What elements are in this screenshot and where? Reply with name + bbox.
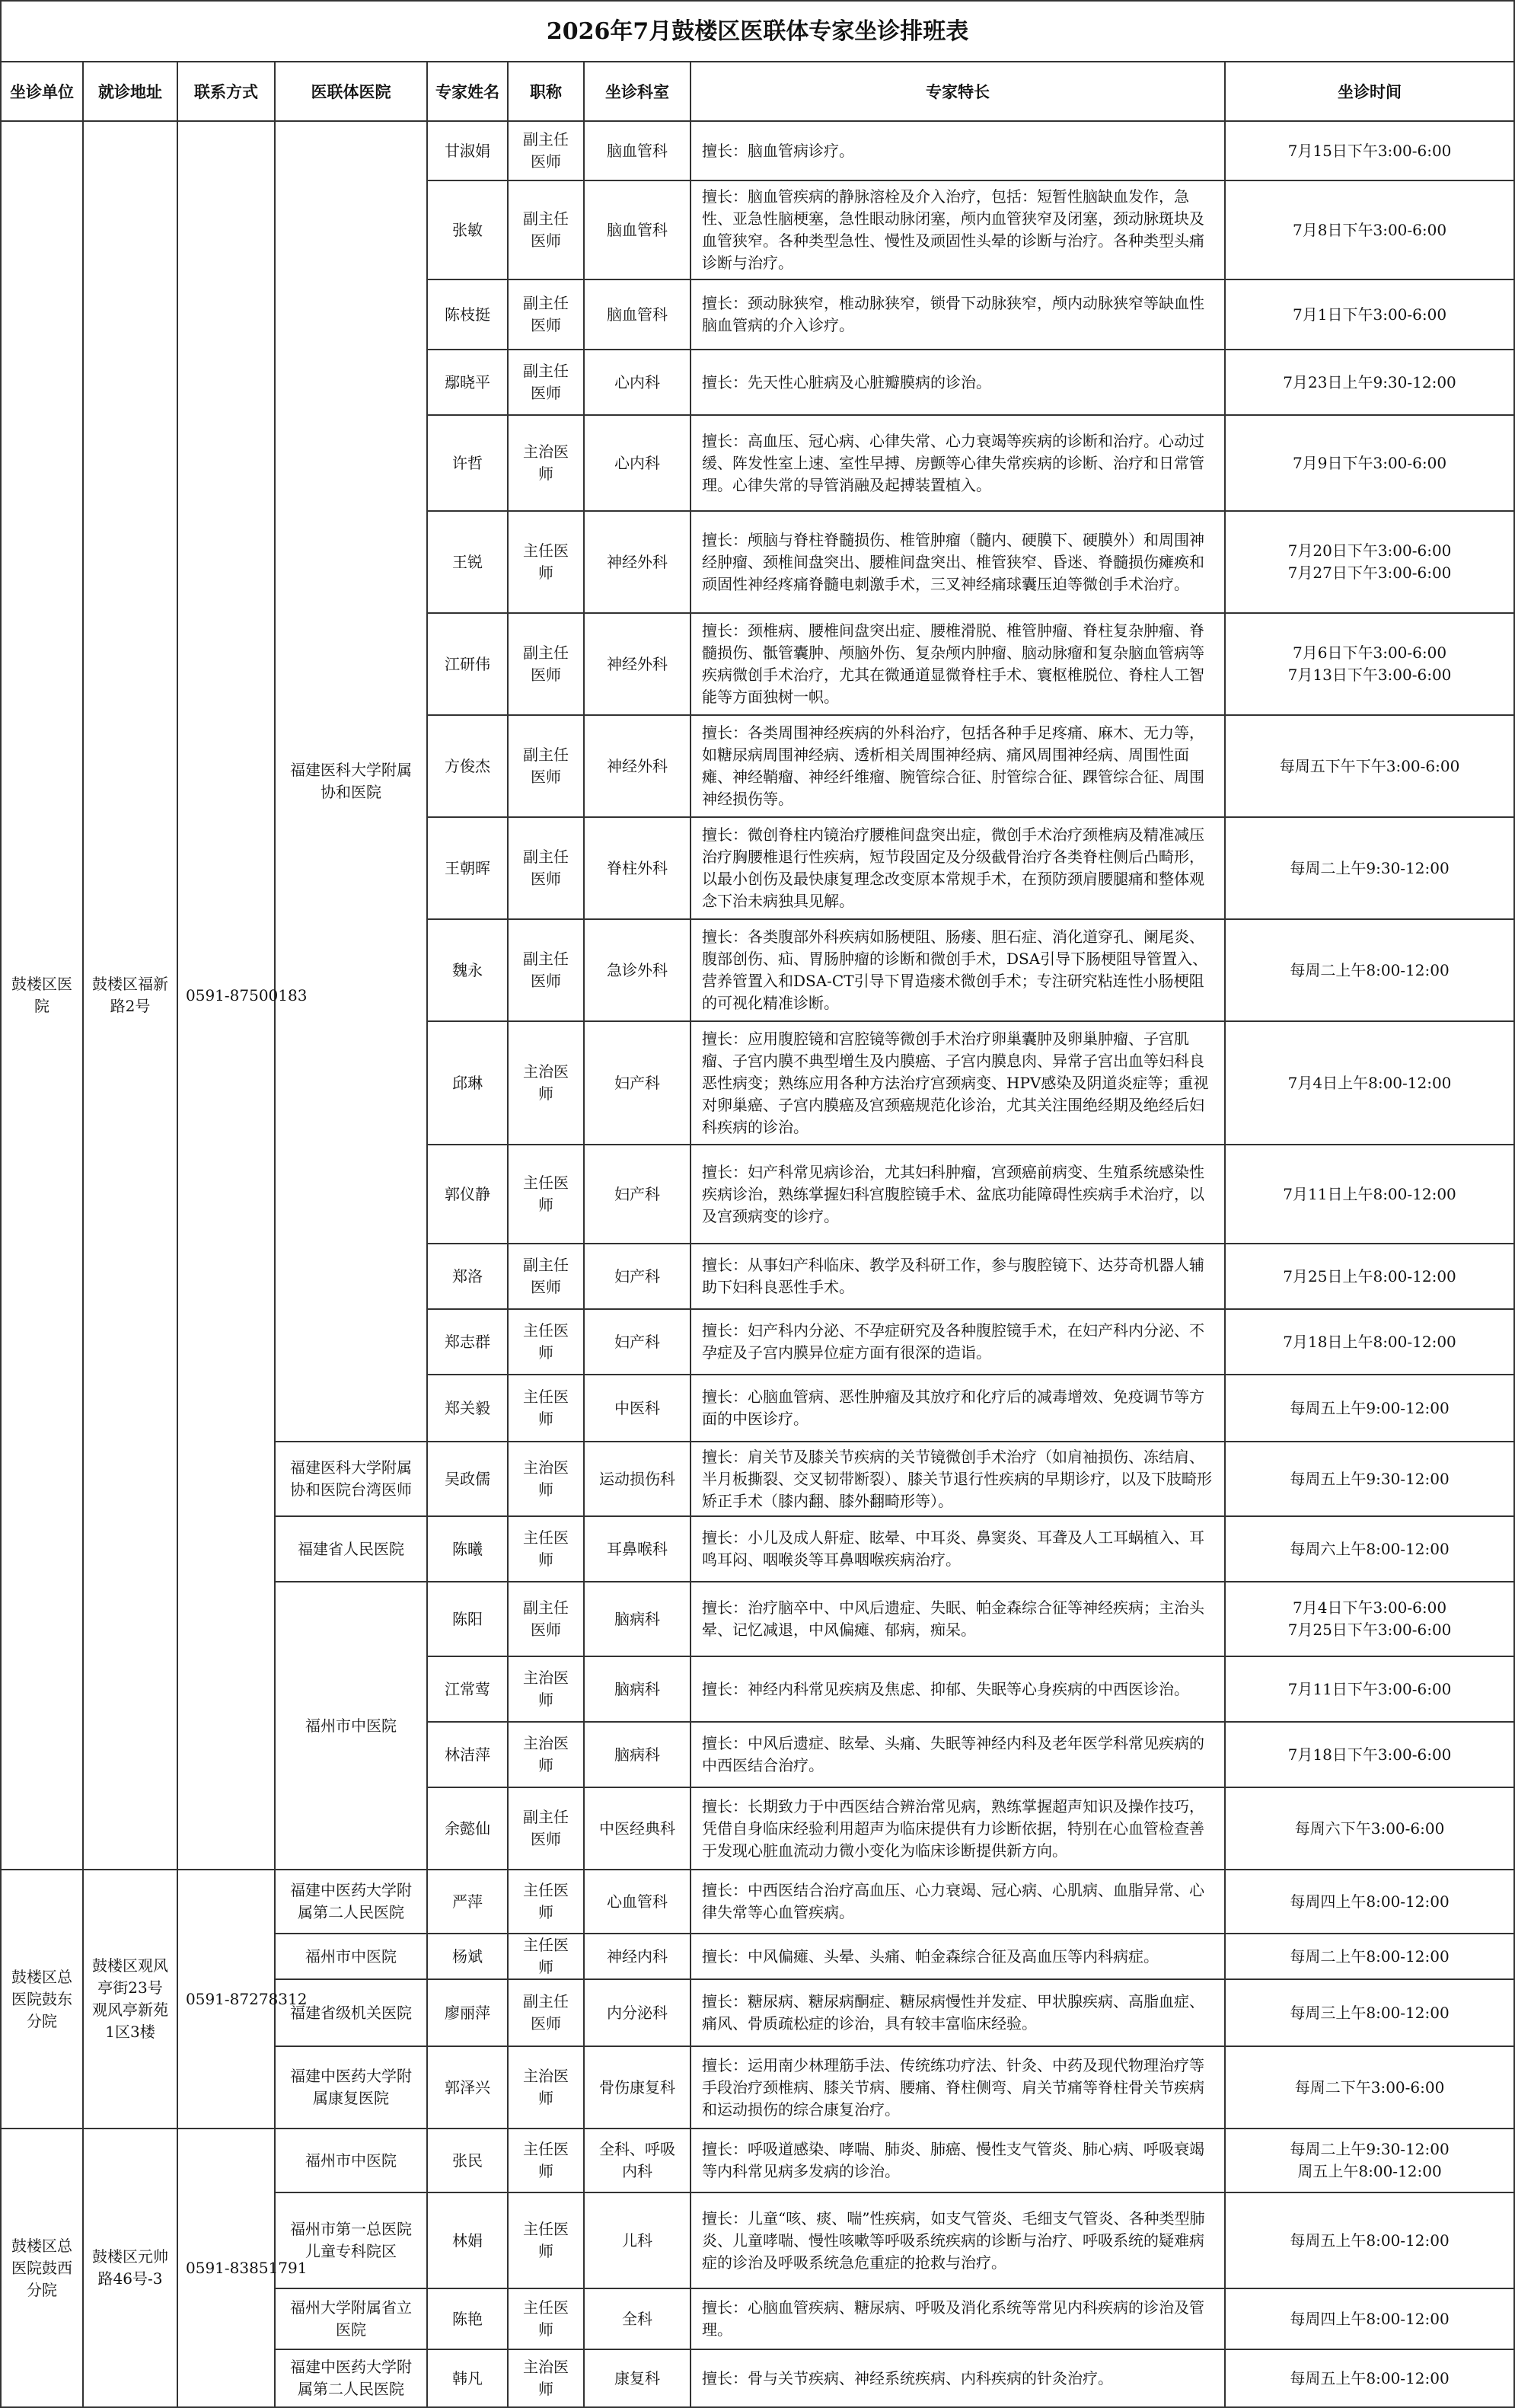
- expert-department: 神经外科: [584, 511, 691, 613]
- visit-time: 每周五下午下午3:00-6:00: [1225, 715, 1514, 817]
- visit-time: 每周六下午3:00-6:00: [1225, 1787, 1514, 1870]
- expert-department: 神经外科: [584, 613, 691, 715]
- visit-time: 每周二上午8:00-12:00: [1225, 919, 1514, 1021]
- expert-specialty: 擅长：儿童“咳、痰、喘”性疾病，如支气管炎、毛细支气管炎、各种类型肺炎、儿童哮喘、慢性咳嗽等呼吸系统疾病的诊断与治疗、呼吸系统的疑难病症的诊治及呼吸系统急危重症的抢救与治疗。: [691, 2192, 1225, 2288]
- expert-title: 副主任医师: [508, 613, 584, 715]
- expert-title: 主任医师: [508, 2192, 584, 2288]
- expert-specialty: 擅长：颈动脉狭窄，椎动脉狭窄，锁骨下动脉狭窄，颅内动脉狭窄等缺血性脑血管病的介入诊疗。: [691, 279, 1225, 350]
- expert-title: 主治医师: [508, 2349, 584, 2407]
- visit-time: 7月25日上午8:00-12:00: [1225, 1244, 1514, 1309]
- expert-department: 心内科: [584, 415, 691, 511]
- hospital-name: 福建省级机关医院: [275, 1979, 427, 2046]
- expert-department: 康复科: [584, 2349, 691, 2407]
- expert-specialty: 擅长：颈椎病、腰椎间盘突出症、腰椎滑脱、椎管肿瘤、脊柱复杂肿瘤、脊髓损伤、骶管囊肿、颅脑外伤、复杂颅内肿瘤、脑动脉瘤和复杂脑血管病等疾病微创手术治疗，尤其在微通道显微脊柱手术、寰枢椎脱位、脊柱人工智能等方面独树一帜。: [691, 613, 1225, 715]
- expert-department: 神经外科: [584, 715, 691, 817]
- expert-department: 脑血管科: [584, 180, 691, 279]
- expert-department: 运动损伤科: [584, 1442, 691, 1516]
- visit-time: 每周二上午8:00-12:00: [1225, 1934, 1514, 1979]
- expert-title: 副主任医师: [508, 279, 584, 350]
- visit-time: 7月4日下午3:00-6:00 7月25日下午3:00-6:00: [1225, 1582, 1514, 1656]
- expert-department: 脑病科: [584, 1722, 691, 1787]
- unit-name: 鼓楼区总医院鼓东分院: [1, 1870, 83, 2129]
- expert-department: 全科、呼吸内科: [584, 2129, 691, 2192]
- expert-title: 副主任医师: [508, 1582, 584, 1656]
- expert-title: 主治医师: [508, 2046, 584, 2129]
- hospital-name: 福州大学附属省立医院: [275, 2288, 427, 2349]
- expert-title: 副主任医师: [508, 180, 584, 279]
- header-time: 坐诊时间: [1225, 62, 1514, 121]
- expert-department: 脑病科: [584, 1582, 691, 1656]
- expert-name: 陈曦: [427, 1516, 508, 1582]
- expert-title: 副主任医师: [508, 817, 584, 919]
- header-unit: 坐诊单位: [1, 62, 83, 121]
- expert-title: 副主任医师: [508, 715, 584, 817]
- page-title: 2026年7月鼓楼区医联体专家坐诊排班表: [1, 1, 1514, 62]
- expert-title: 主治医师: [508, 1656, 584, 1722]
- expert-title: 副主任医师: [508, 121, 584, 180]
- expert-name: 张民: [427, 2129, 508, 2192]
- visit-time: 7月11日下午3:00-6:00: [1225, 1656, 1514, 1722]
- visit-time: 每周二上午9:30-12:00 周五上午8:00-12:00: [1225, 2129, 1514, 2192]
- header-department: 坐诊科室: [584, 62, 691, 121]
- expert-title: 主任医师: [508, 2288, 584, 2349]
- visit-time: 7月11日上午8:00-12:00: [1225, 1145, 1514, 1244]
- hospital-name: 福州市第一总医院儿童专科院区: [275, 2192, 427, 2288]
- expert-department: 妇产科: [584, 1145, 691, 1244]
- unit-address: 鼓楼区元帅路46号-3: [83, 2129, 177, 2407]
- visit-time: 7月18日上午8:00-12:00: [1225, 1309, 1514, 1375]
- table-row: [1, 2129, 1514, 2192]
- expert-title: 主任医师: [508, 2129, 584, 2192]
- expert-name: 王锐: [427, 511, 508, 613]
- expert-specialty: 擅长：呼吸道感染、哮喘、肺炎、肺癌、慢性支气管炎、肺心病、呼吸衰竭等内科常见病多发病的诊治。: [691, 2129, 1225, 2192]
- expert-specialty: 擅长：微创脊柱内镜治疗腰椎间盘突出症，微创手术治疗颈椎病及精准减压治疗胸腰椎退行性疾病，短节段固定及分级截骨治疗各类脊柱侧后凸畸形，以最小创伤及最快康复理念改变原本常规手术，在预防颈肩腰腿痛和整体观念下治未病独具见解。: [691, 817, 1225, 919]
- hospital-name: 福建中医药大学附属第二人民医院: [275, 1870, 427, 1934]
- unit-address: 鼓楼区观风亭街23号观风亭新苑1区3楼: [83, 1870, 177, 2129]
- expert-department: 全科: [584, 2288, 691, 2349]
- expert-specialty: 擅长：糖尿病、糖尿病酮症、糖尿病慢性并发症、甲状腺疾病、高脂血症、痛风、骨质疏松症的诊治，具有较丰富临床经验。: [691, 1979, 1225, 2046]
- expert-title: 副主任医师: [508, 919, 584, 1021]
- expert-title: 主治医师: [508, 1722, 584, 1787]
- expert-name: 王朝晖: [427, 817, 508, 919]
- hospital-name: 福州市中医院: [275, 2129, 427, 2192]
- expert-department: 内分泌科: [584, 1979, 691, 2046]
- table-row: [1, 1870, 1514, 1934]
- expert-specialty: 擅长：运用南少林理筋手法、传统练功疗法、针灸、中药及现代物理治疗等手段治疗颈椎病、膝关节病、腰痛、脊柱侧弯、肩关节痛等脊柱骨关节疾病和运动损伤的综合康复治疗。: [691, 2046, 1225, 2129]
- expert-title: 副主任医师: [508, 350, 584, 415]
- visit-time: 每周五上午9:00-12:00: [1225, 1375, 1514, 1442]
- expert-department: 脑病科: [584, 1656, 691, 1722]
- expert-specialty: 擅长：应用腹腔镜和宫腔镜等微创手术治疗卵巢囊肿及卵巢肿瘤、子宫肌瘤、子宫内膜不典型增生及内膜癌、子宫内膜息肉、异常子宫出血等妇科良恶性病变；熟练应用各种方法治疗宫颈病变、HPV感染及阴道炎症等；重视对卵巢癌、子宫内膜癌及宫颈癌规范化诊治，尤其关注围绝经期及绝经后妇科疾病的诊治。: [691, 1021, 1225, 1145]
- expert-name: 林娟: [427, 2192, 508, 2288]
- expert-name: 余懿仙: [427, 1787, 508, 1870]
- visit-time: 7月4日上午8:00-12:00: [1225, 1021, 1514, 1145]
- expert-name: 张敏: [427, 180, 508, 279]
- unit-phone: 0591-83851791: [177, 2129, 275, 2407]
- expert-name: 郭仪静: [427, 1145, 508, 1244]
- expert-name: 陈阳: [427, 1582, 508, 1656]
- unit-phone: 0591-87278312: [177, 1870, 275, 2129]
- expert-title: 主任医师: [508, 1375, 584, 1442]
- expert-specialty: 擅长：中风偏瘫、头晕、头痛、帕金森综合征及高血压等内科病症。: [691, 1934, 1225, 1979]
- expert-name: 郑志群: [427, 1309, 508, 1375]
- header-address: 就诊地址: [83, 62, 177, 121]
- hospital-name: 福建中医药大学附属康复医院: [275, 2046, 427, 2129]
- expert-specialty: 擅长：中风后遗症、眩晕、头痛、失眠等神经内科及老年医学科常见疾病的中西医结合治疗。: [691, 1722, 1225, 1787]
- expert-name: 林洁萍: [427, 1722, 508, 1787]
- visit-time: 7月8日下午3:00-6:00: [1225, 180, 1514, 279]
- expert-specialty: 擅长：心脑血管疾病、糖尿病、呼吸及消化系统等常见内科疾病的诊治及管理。: [691, 2288, 1225, 2349]
- expert-department: 妇产科: [584, 1244, 691, 1309]
- expert-title: 主任医师: [508, 1870, 584, 1934]
- expert-department: 脑血管科: [584, 279, 691, 350]
- visit-time: 每周二下午3:00-6:00: [1225, 2046, 1514, 2129]
- expert-title: 副主任医师: [508, 1787, 584, 1870]
- expert-title: 主任医师: [508, 1516, 584, 1582]
- expert-department: 耳鼻喉科: [584, 1516, 691, 1582]
- expert-title: 主任医师: [508, 1934, 584, 1979]
- unit-address: 鼓楼区福新路2号: [83, 121, 177, 1870]
- visit-time: 7月23日上午9:30-12:00: [1225, 350, 1514, 415]
- expert-title: 主任医师: [508, 1309, 584, 1375]
- expert-name: 方俊杰: [427, 715, 508, 817]
- visit-time: 每周五上午8:00-12:00: [1225, 2192, 1514, 2288]
- visit-time: 每周五上午9:30-12:00: [1225, 1442, 1514, 1516]
- header-row: [1, 62, 1514, 121]
- expert-specialty: 擅长：妇产科常见病诊治，尤其妇科肿瘤，宫颈癌前病变、生殖系统感染性疾病诊治，熟练掌握妇科宫腹腔镜手术、盆底功能障碍性疾病手术治疗，以及宫颈病变的诊疗。: [691, 1145, 1225, 1244]
- visit-time: 每周四上午8:00-12:00: [1225, 2288, 1514, 2349]
- expert-name: 杨斌: [427, 1934, 508, 1979]
- expert-specialty: 擅长：各类腹部外科疾病如肠梗阻、肠瘘、胆石症、消化道穿孔、阑尾炎、腹部创伤、疝、胃肠肿瘤的诊断和微创手术，DSA引导下肠梗阻导管置入、营养管置入和DSA-CT引导下胃造瘘术微创手术；专注研究粘连性小肠梗阻的可视化精准诊断。: [691, 919, 1225, 1021]
- expert-specialty: 擅长：小儿及成人鼾症、眩晕、中耳炎、鼻窦炎、耳聋及人工耳蜗植入、耳鸣耳闷、咽喉炎等耳鼻咽喉疾病治疗。: [691, 1516, 1225, 1582]
- expert-department: 心内科: [584, 350, 691, 415]
- expert-specialty: 擅长：妇产科内分泌、不孕症研究及各种腹腔镜手术，在妇产科内分泌、不孕症及子宫内膜异位症方面有很深的造诣。: [691, 1309, 1225, 1375]
- table-row: [1, 121, 1514, 180]
- expert-name: 吴政儒: [427, 1442, 508, 1516]
- expert-specialty: 擅长：颅脑与脊柱脊髓损伤、椎管肿瘤（髓内、硬膜下、硬膜外）和周围神经肿瘤、颈椎间盘突出、腰椎间盘突出、椎管狭窄、昏迷、脊髓损伤瘫痪和顽固性神经疼痛脊髓电刺激手术，三叉神经痛球囊压迫等微创手术治疗。: [691, 511, 1225, 613]
- expert-name: 郑关毅: [427, 1375, 508, 1442]
- expert-department: 脑血管科: [584, 121, 691, 180]
- expert-name: 陈艳: [427, 2288, 508, 2349]
- expert-title: 副主任医师: [508, 1244, 584, 1309]
- expert-title: 主治医师: [508, 1442, 584, 1516]
- visit-time: 每周三上午8:00-12:00: [1225, 1979, 1514, 2046]
- expert-department: 儿科: [584, 2192, 691, 2288]
- expert-specialty: 擅长：高血压、冠心病、心律失常、心力衰竭等疾病的诊断和治疗。心动过缓、阵发性室上速、室性早搏、房颤等心律失常疾病的诊断、治疗和日常管理。心律失常的导管消融及起搏装置植入。: [691, 415, 1225, 511]
- hospital-name: 福州市中医院: [275, 1934, 427, 1979]
- hospital-name: 福建省人民医院: [275, 1516, 427, 1582]
- visit-time: 7月15日下午3:00-6:00: [1225, 121, 1514, 180]
- visit-time: 每周四上午8:00-12:00: [1225, 1870, 1514, 1934]
- expert-name: 甘淑娟: [427, 121, 508, 180]
- header-title: 职称: [508, 62, 584, 121]
- expert-name: 陈枝挺: [427, 279, 508, 350]
- expert-department: 神经内科: [584, 1934, 691, 1979]
- expert-name: 江常莺: [427, 1656, 508, 1722]
- expert-name: 韩凡: [427, 2349, 508, 2407]
- expert-specialty: 擅长：长期致力于中西医结合辨治常见病，熟练掌握超声知识及操作技巧，凭借自身临床经验利用超声为临床提供有力诊断依据，特别在心血管检查善于发现心脏血流动力微小变化为临床诊断提供新方向。: [691, 1787, 1225, 1870]
- expert-specialty: 擅长：各类周围神经疾病的外科治疗，包括各种手足疼痛、麻木、无力等，如糖尿病周围神经病、透析相关周围神经病、痛风周围神经病、周围性面瘫、神经鞘瘤、神经纤维瘤、腕管综合征、肘管综合征、踝管综合征、周围神经损伤等。: [691, 715, 1225, 817]
- header-specialty: 专家特长: [691, 62, 1225, 121]
- expert-name: 郑洛: [427, 1244, 508, 1309]
- expert-name: 魏永: [427, 919, 508, 1021]
- expert-department: 中医经典科: [584, 1787, 691, 1870]
- hospital-name: 福建中医药大学附属第二人民医院: [275, 2349, 427, 2407]
- visit-time: 每周五上午8:00-12:00: [1225, 2349, 1514, 2407]
- expert-department: 心血管科: [584, 1870, 691, 1934]
- header-expert-name: 专家姓名: [427, 62, 508, 121]
- visit-time: 7月1日下午3:00-6:00: [1225, 279, 1514, 350]
- expert-title: 主治医师: [508, 415, 584, 511]
- expert-name: 鄢晓平: [427, 350, 508, 415]
- expert-specialty: 擅长：脑血管疾病的静脉溶栓及介入治疗，包括：短暂性脑缺血发作，急性、亚急性脑梗塞，急性眼动脉闭塞，颅内血管狭窄及闭塞，颈动脉斑块及血管狭窄。各种类型急性、慢性及顽固性头晕的诊断与治疗。各种类型头痛诊断与治疗。: [691, 180, 1225, 279]
- expert-title: 副主任医师: [508, 1979, 584, 2046]
- visit-time: 每周六上午8:00-12:00: [1225, 1516, 1514, 1582]
- expert-specialty: 擅长：从事妇产科临床、教学及科研工作，参与腹腔镜下、达芬奇机器人辅助下妇科良恶性手术。: [691, 1244, 1225, 1309]
- visit-time: 7月6日下午3:00-6:00 7月13日下午3:00-6:00: [1225, 613, 1514, 715]
- expert-name: 许哲: [427, 415, 508, 511]
- visit-time: 每周二上午9:30-12:00: [1225, 817, 1514, 919]
- unit-name: 鼓楼区医院: [1, 121, 83, 1870]
- hospital-name: 福建医科大学附属协和医院: [275, 121, 427, 1442]
- expert-department: 骨伤康复科: [584, 2046, 691, 2129]
- visit-time: 7月9日下午3:00-6:00: [1225, 415, 1514, 511]
- expert-specialty: 擅长：肩关节及膝关节疾病的关节镜微创手术治疗（如肩袖损伤、冻结肩、半月板撕裂、交叉韧带断裂）、膝关节退行性疾病的早期诊疗，以及下肢畸形矫正手术（膝内翻、膝外翻畸形等）。: [691, 1442, 1225, 1516]
- expert-department: 妇产科: [584, 1309, 691, 1375]
- expert-specialty: 擅长：骨与关节疾病、神经系统疾病、内科疾病的针灸治疗。: [691, 2349, 1225, 2407]
- expert-specialty: 擅长：治疗脑卒中、中风后遗症、失眠、帕金森综合征等神经疾病；主治头晕、记忆减退，中风偏瘫、郁病，痴呆。: [691, 1582, 1225, 1656]
- expert-name: 廖丽萍: [427, 1979, 508, 2046]
- expert-department: 脊柱外科: [584, 817, 691, 919]
- expert-department: 中医科: [584, 1375, 691, 1442]
- expert-name: 江研伟: [427, 613, 508, 715]
- expert-specialty: 擅长：脑血管病诊疗。: [691, 121, 1225, 180]
- expert-department: 妇产科: [584, 1021, 691, 1145]
- expert-specialty: 擅长：心脑血管病、恶性肿瘤及其放疗和化疗后的减毒增效、免疫调节等方面的中医诊疗。: [691, 1375, 1225, 1442]
- hospital-name: 福建医科大学附属协和医院台湾医师: [275, 1442, 427, 1516]
- expert-specialty: 擅长：神经内科常见疾病及焦虑、抑郁、失眠等心身疾病的中西医诊治。: [691, 1656, 1225, 1722]
- expert-specialty: 擅长：中西医结合治疗高血压、心力衰竭、冠心病、心肌病、血脂异常、心律失常等心血管疾病。: [691, 1870, 1225, 1934]
- unit-phone: 0591-87500183: [177, 121, 275, 1870]
- hospital-name: 福州市中医院: [275, 1582, 427, 1870]
- expert-title: 主治医师: [508, 1021, 584, 1145]
- expert-name: 邱琳: [427, 1021, 508, 1145]
- expert-name: 郭泽兴: [427, 2046, 508, 2129]
- unit-name: 鼓楼区总医院鼓西分院: [1, 2129, 83, 2407]
- expert-title: 主任医师: [508, 1145, 584, 1244]
- expert-specialty: 擅长：先天性心脏病及心脏瓣膜病的诊治。: [691, 350, 1225, 415]
- header-phone: 联系方式: [177, 62, 275, 121]
- visit-time: 7月18日下午3:00-6:00: [1225, 1722, 1514, 1787]
- visit-time: 7月20日下午3:00-6:00 7月27日下午3:00-6:00: [1225, 511, 1514, 613]
- header-hospital: 医联体医院: [275, 62, 427, 121]
- expert-name: 严萍: [427, 1870, 508, 1934]
- expert-department: 急诊外科: [584, 919, 691, 1021]
- expert-title: 主任医师: [508, 511, 584, 613]
